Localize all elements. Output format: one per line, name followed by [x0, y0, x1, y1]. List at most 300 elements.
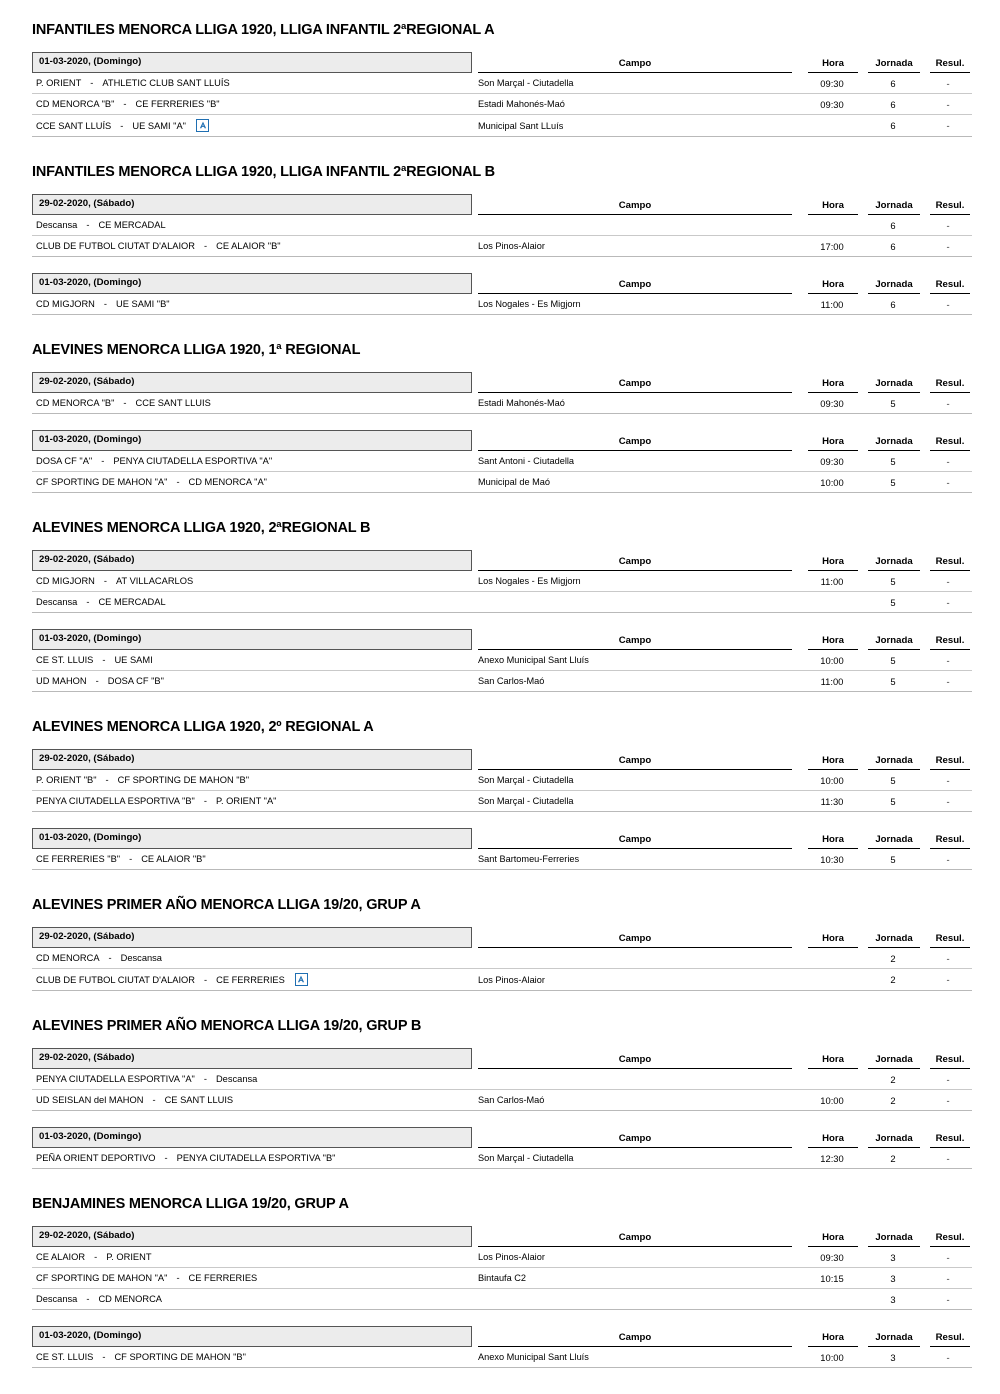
match-teams [32, 473, 472, 491]
column-header-campo: Campo [478, 375, 792, 393]
vs-separator: - [103, 576, 107, 586]
venue-cell: Estadi Mahonés-Maó [478, 99, 565, 109]
matchday-cell: 6 [890, 240, 896, 252]
column-header-resul: Resul. [930, 553, 970, 571]
away-team: ATHLETIC CLUB SANT LLUÍS [102, 78, 230, 88]
result-cell: - [946, 476, 950, 488]
time-cell [802, 1295, 862, 1303]
away-team: Descansa [120, 953, 162, 963]
date-header: 01-03-2020, (Domingo) [32, 828, 472, 849]
table-row [32, 393, 972, 414]
time-cell: 10:00 [820, 476, 844, 488]
matchday-cell: 3 [890, 1251, 896, 1263]
home-team: P. ORIENT [36, 78, 82, 88]
day-group [32, 273, 972, 315]
matchday-cell: 5 [890, 853, 896, 865]
fixtures-table [32, 550, 972, 613]
column-header-jornada: Jornada [868, 831, 920, 849]
home-team: Descansa [36, 1294, 78, 1304]
column-header-jornada: Jornada [868, 1130, 920, 1148]
vs-separator: - [164, 1153, 168, 1163]
home-team: CCE SANT LLUÍS [36, 120, 112, 131]
time-cell [802, 122, 862, 130]
vs-separator: - [204, 241, 208, 251]
table-row [32, 1289, 972, 1310]
match-teams [32, 771, 472, 789]
venue-cell: Son Marçal - Ciutadella [478, 78, 574, 88]
away-team: CF SPORTING DE MAHON "B" [117, 775, 250, 785]
home-team: CD MIGJORN [36, 576, 95, 586]
match-teams [32, 572, 472, 590]
day-group [32, 1226, 972, 1310]
column-header-hora: Hora [808, 930, 858, 948]
league-section [32, 22, 972, 137]
column-header-jornada: Jornada [868, 197, 920, 215]
result-cell: - [946, 240, 950, 252]
match-teams [32, 792, 472, 810]
table-header-row [32, 749, 972, 770]
away-team: UE SAMI "A" [132, 120, 186, 131]
column-header-hora: Hora [808, 752, 858, 770]
league-section [32, 153, 972, 315]
vs-separator: - [203, 1074, 207, 1084]
home-team: CLUB DE FUTBOL CIUTAT D'ALAIOR [36, 974, 195, 985]
venue-cell: Son Marçal - Ciutadella [478, 796, 574, 806]
table-header-row [32, 372, 972, 393]
date-header: 29-02-2020, (Sábado) [32, 1226, 472, 1247]
table-header-row [32, 430, 972, 451]
table-header-row [32, 629, 972, 650]
date-header: 29-02-2020, (Sábado) [32, 927, 472, 948]
matchday-cell: 2 [890, 1152, 896, 1164]
column-header-hora: Hora [808, 197, 858, 215]
table-row [32, 1069, 972, 1090]
venue-cell: Anexo Municipal Sant Lluís [478, 655, 589, 665]
date-header: 01-03-2020, (Domingo) [32, 52, 472, 73]
result-cell: - [946, 774, 950, 786]
away-team: P. ORIENT "A" [215, 796, 277, 806]
away-team: PENYA CIUTADELLA ESPORTIVA "A" [113, 456, 273, 466]
column-header-hora: Hora [808, 433, 858, 451]
table-row [32, 791, 972, 812]
result-cell: - [946, 1073, 950, 1085]
column-header-campo: Campo [478, 1229, 792, 1247]
date-header: 29-02-2020, (Sábado) [32, 194, 472, 215]
venue-cell: San Carlos-Maó [478, 676, 545, 686]
home-team: Descansa [36, 220, 78, 230]
result-cell: - [946, 98, 950, 110]
column-header-resul: Resul. [930, 1130, 970, 1148]
away-team: CE FERRERIES [216, 974, 285, 985]
table-row [32, 1247, 972, 1268]
time-cell: 11:30 [820, 795, 844, 807]
column-header-resul: Resul. [930, 1051, 970, 1069]
time-cell: 09:30 [820, 98, 844, 110]
column-header-jornada: Jornada [868, 752, 920, 770]
home-team: CE ST. LLUIS [36, 1352, 94, 1362]
table-row [32, 472, 972, 493]
matchday-cell: 2 [890, 952, 896, 964]
table-row [32, 592, 972, 613]
home-team: CE ALAIOR [36, 1252, 86, 1262]
table-row [32, 849, 972, 870]
home-team: UD MAHON [36, 676, 87, 686]
time-cell: 11:00 [820, 298, 844, 310]
date-header: 01-03-2020, (Domingo) [32, 430, 472, 451]
table-header-row [32, 927, 972, 948]
matchday-cell: 2 [890, 1094, 896, 1106]
result-cell: - [946, 795, 950, 807]
match-teams [32, 74, 472, 92]
time-cell: 09:30 [820, 397, 844, 409]
result-cell: - [946, 1272, 950, 1284]
column-header-jornada: Jornada [868, 1051, 920, 1069]
away-team: CF SPORTING DE MAHON "B" [114, 1352, 246, 1362]
date-header: 01-03-2020, (Domingo) [32, 629, 472, 650]
section-title: ALEVINES MENORCA LLIGA 1920, 2ªREGIONAL B [32, 520, 371, 536]
day-group [32, 52, 972, 137]
section-title: ALEVINES MENORCA LLIGA 1920, 2º REGIONAL A [32, 719, 374, 735]
column-header-campo: Campo [478, 55, 792, 73]
matchday-cell: 5 [890, 575, 896, 587]
time-cell: 17:00 [820, 240, 844, 252]
match-teams [32, 593, 472, 611]
time-cell: 12:30 [820, 1152, 844, 1164]
table-row [32, 236, 972, 257]
fixtures-table [32, 273, 972, 315]
column-header-campo: Campo [478, 1130, 792, 1148]
table-row [32, 770, 972, 791]
home-team: UD SEISLAN del MAHON [36, 1095, 144, 1105]
column-header-jornada: Jornada [868, 632, 920, 650]
column-header-hora: Hora [808, 1329, 858, 1347]
table-header-row [32, 1226, 972, 1247]
column-header-resul: Resul. [930, 1229, 970, 1247]
venue-cell: Bintaufa C2 [478, 1273, 527, 1283]
home-team: CE ST. LLUIS [36, 655, 94, 665]
match-teams [32, 1070, 472, 1088]
matchday-cell: 5 [890, 397, 896, 409]
column-header-hora: Hora [808, 632, 858, 650]
league-section [32, 331, 972, 493]
home-team: CF SPORTING DE MAHON "A" [36, 1273, 168, 1283]
table-header-row [32, 828, 972, 849]
matchday-cell: 5 [890, 476, 896, 488]
column-header-campo: Campo [478, 553, 792, 571]
day-group [32, 372, 972, 414]
result-cell: - [946, 298, 950, 310]
table-row [32, 1268, 972, 1289]
matchday-cell: 5 [890, 455, 896, 467]
column-header-jornada: Jornada [868, 55, 920, 73]
vs-separator: - [86, 220, 90, 230]
column-header-jornada: Jornada [868, 375, 920, 393]
vs-separator: - [94, 1252, 98, 1262]
result-cell: - [946, 77, 950, 89]
time-cell [802, 1075, 862, 1083]
venue-cell: Los Nogales - Es Migjorn [478, 576, 581, 586]
table-row [32, 215, 972, 236]
matchday-cell: 5 [890, 795, 896, 807]
table-row [32, 1090, 972, 1111]
home-team: CD MIGJORN [36, 299, 95, 309]
time-cell: 10:00 [820, 654, 844, 666]
time-cell: 10:15 [820, 1272, 844, 1284]
date-header: 29-02-2020, (Sábado) [32, 550, 472, 571]
vs-separator: - [123, 99, 127, 109]
column-header-resul: Resul. [930, 930, 970, 948]
venue-cell: Estadi Mahonés-Maó [478, 398, 565, 408]
vs-separator: - [152, 1095, 156, 1105]
table-header-row [32, 1326, 972, 1347]
matchday-cell: 5 [890, 654, 896, 666]
away-team: CE MERCADAL [98, 220, 166, 230]
vs-separator: - [105, 775, 109, 785]
column-header-jornada: Jornada [868, 433, 920, 451]
vs-separator: - [123, 398, 127, 408]
date-header: 01-03-2020, (Domingo) [32, 1326, 472, 1347]
away-team: CCE SANT LLUIS [135, 398, 211, 408]
match-teams [32, 969, 472, 990]
column-header-resul: Resul. [930, 831, 970, 849]
column-header-jornada: Jornada [868, 1329, 920, 1347]
match-teams [32, 394, 472, 412]
match-teams [32, 1269, 472, 1287]
venue-cell [472, 1075, 802, 1083]
vs-separator: - [102, 655, 106, 665]
time-cell: 09:30 [820, 1251, 844, 1263]
time-cell: 10:00 [820, 1094, 844, 1106]
home-team: Descansa [36, 597, 78, 607]
away-team: PENYA CIUTADELLA ESPORTIVA "B" [176, 1153, 336, 1163]
attachment-a-icon[interactable] [295, 973, 308, 986]
away-team: CE FERRERIES "B" [135, 99, 220, 109]
section-title: ALEVINES PRIMER AÑO MENORCA LLIGA 19/20, GRUP B [32, 1018, 422, 1034]
fixtures-table [32, 1226, 972, 1310]
column-header-campo: Campo [478, 276, 792, 294]
table-row [32, 115, 972, 137]
away-team: UE SAMI "B" [116, 299, 170, 309]
time-cell: 09:30 [820, 455, 844, 467]
fixtures-table [32, 927, 972, 991]
matchday-cell: 3 [890, 1351, 896, 1363]
sections-container [32, 22, 972, 1368]
time-cell: 10:30 [820, 853, 844, 865]
home-team: CD MENORCA [36, 953, 100, 963]
table-row [32, 650, 972, 671]
date-header: 01-03-2020, (Domingo) [32, 273, 472, 294]
result-cell: - [946, 1251, 950, 1263]
league-section [32, 886, 972, 991]
vs-separator: - [120, 120, 124, 131]
result-cell: - [946, 974, 950, 985]
venue-cell: San Carlos-Maó [478, 1095, 545, 1105]
vs-separator: - [129, 854, 133, 864]
home-team: CE FERRERIES "B" [36, 854, 121, 864]
matchday-cell: 3 [890, 1293, 896, 1305]
day-group [32, 1127, 972, 1169]
venue-cell: Municipal Sant LLuís [478, 120, 564, 131]
column-header-hora: Hora [808, 375, 858, 393]
column-header-jornada: Jornada [868, 930, 920, 948]
matchday-cell: 5 [890, 596, 896, 608]
home-team: P. ORIENT "B" [36, 775, 97, 785]
day-group [32, 629, 972, 692]
fixtures-table [32, 1127, 972, 1169]
column-header-hora: Hora [808, 1051, 858, 1069]
match-teams [32, 850, 472, 868]
match-teams [32, 1248, 472, 1266]
match-teams [32, 949, 472, 967]
table-row [32, 671, 972, 692]
league-section [32, 708, 972, 870]
away-team: P. ORIENT [106, 1252, 152, 1262]
home-team: CD MENORCA "B" [36, 99, 115, 109]
table-header-row [32, 1127, 972, 1148]
column-header-campo: Campo [478, 752, 792, 770]
venue-cell: Municipal de Maó [478, 477, 551, 487]
vs-separator: - [90, 78, 94, 88]
day-group [32, 927, 972, 991]
matchday-cell: 5 [890, 774, 896, 786]
venue-cell: Los Nogales - Es Migjorn [478, 299, 581, 309]
matchday-cell: 2 [890, 1073, 896, 1085]
home-team: PENYA CIUTADELLA ESPORTIVA "B" [36, 796, 195, 806]
league-section [32, 1185, 972, 1368]
result-cell: - [946, 853, 950, 865]
vs-separator: - [176, 1273, 180, 1283]
match-teams [32, 452, 472, 470]
table-header-row [32, 273, 972, 294]
venue-cell [472, 1295, 802, 1303]
table-row [32, 451, 972, 472]
matchday-cell: 6 [890, 120, 896, 131]
attachment-a-icon[interactable] [196, 119, 209, 132]
vs-separator: - [95, 676, 99, 686]
venue-cell: Los Pinos-Alaior [478, 1252, 545, 1262]
home-team: PEÑA ORIENT DEPORTIVO [36, 1153, 156, 1163]
table-row [32, 1347, 972, 1368]
venue-cell: Anexo Municipal Sant Lluís [478, 1352, 589, 1362]
column-header-campo: Campo [478, 831, 792, 849]
section-title: ALEVINES MENORCA LLIGA 1920, 1ª REGIONAL [32, 342, 361, 358]
column-header-resul: Resul. [930, 752, 970, 770]
vs-separator: - [86, 1294, 90, 1304]
fixtures-table [32, 828, 972, 870]
table-row [32, 571, 972, 592]
time-cell: 11:00 [820, 575, 844, 587]
matchday-cell: 6 [890, 219, 896, 231]
vs-separator: - [103, 299, 107, 309]
column-header-hora: Hora [808, 553, 858, 571]
away-team: CE FERRERIES [188, 1273, 258, 1283]
vs-separator: - [102, 1352, 106, 1362]
table-row [32, 1148, 972, 1169]
vs-separator: - [204, 974, 208, 985]
result-cell: - [946, 596, 950, 608]
away-team: CE ALAIOR "B" [216, 241, 281, 251]
vs-separator: - [203, 796, 207, 806]
venue-cell: Son Marçal - Ciutadella [478, 1153, 574, 1163]
table-row [32, 73, 972, 94]
result-cell: - [946, 654, 950, 666]
matchday-cell: 6 [890, 298, 896, 310]
result-cell: - [946, 1351, 950, 1363]
column-header-hora: Hora [808, 1229, 858, 1247]
matchday-cell: 5 [890, 675, 896, 687]
table-row [32, 969, 972, 991]
column-header-campo: Campo [478, 433, 792, 451]
venue-cell: Los Pinos-Alaior [478, 974, 545, 985]
day-group [32, 828, 972, 870]
table-header-row [32, 550, 972, 571]
column-header-campo: Campo [478, 1329, 792, 1347]
matchday-cell: 2 [890, 974, 896, 985]
match-teams [32, 95, 472, 113]
column-header-resul: Resul. [930, 375, 970, 393]
result-cell: - [946, 397, 950, 409]
time-cell [802, 598, 862, 606]
date-header: 01-03-2020, (Domingo) [32, 1127, 472, 1148]
matchday-cell: 6 [890, 98, 896, 110]
match-teams [32, 1091, 472, 1109]
fixtures-table [32, 629, 972, 692]
time-cell: 10:00 [820, 1351, 844, 1363]
fixtures-table [32, 430, 972, 493]
league-section [32, 509, 972, 692]
fixtures-table [32, 52, 972, 137]
column-header-resul: Resul. [930, 276, 970, 294]
column-header-campo: Campo [478, 197, 792, 215]
away-team: CE ALAIOR "B" [141, 854, 206, 864]
section-title: ALEVINES PRIMER AÑO MENORCA LLIGA 19/20, GRUP A [32, 897, 421, 913]
column-header-campo: Campo [478, 1051, 792, 1069]
fixtures-table [32, 194, 972, 257]
table-row [32, 294, 972, 315]
result-cell: - [946, 675, 950, 687]
vs-separator: - [101, 456, 105, 466]
venue-cell: Son Marçal - Ciutadella [478, 775, 574, 785]
away-team: AT VILLACARLOS [116, 576, 194, 586]
column-header-jornada: Jornada [868, 276, 920, 294]
match-teams [32, 651, 472, 669]
column-header-hora: Hora [808, 276, 858, 294]
day-group [32, 1048, 972, 1111]
match-teams [32, 115, 472, 136]
time-cell: 09:30 [820, 77, 844, 89]
section-title: BENJAMINES MENORCA LLIGA 19/20, GRUP A [32, 1196, 349, 1212]
section-title: INFANTILES MENORCA LLIGA 1920, LLIGA INFANTIL 2ªREGIONAL B [32, 164, 495, 180]
time-cell [802, 221, 862, 229]
home-team: CF SPORTING DE MAHON "A" [36, 477, 168, 487]
home-team: CD MENORCA "B" [36, 398, 115, 408]
day-group [32, 1326, 972, 1368]
venue-cell: Sant Antoni - Ciutadella [478, 456, 575, 466]
match-teams [32, 237, 472, 255]
away-team: UE SAMI [114, 655, 153, 665]
table-header-row [32, 52, 972, 73]
column-header-resul: Resul. [930, 433, 970, 451]
result-cell: - [946, 455, 950, 467]
day-group [32, 749, 972, 812]
result-cell: - [946, 952, 950, 964]
table-row [32, 948, 972, 969]
venue-cell [472, 954, 802, 962]
venue-cell [472, 598, 802, 606]
table-row [32, 94, 972, 115]
home-team: CLUB DE FUTBOL CIUTAT D'ALAIOR [36, 241, 195, 251]
date-header: 29-02-2020, (Sábado) [32, 372, 472, 393]
